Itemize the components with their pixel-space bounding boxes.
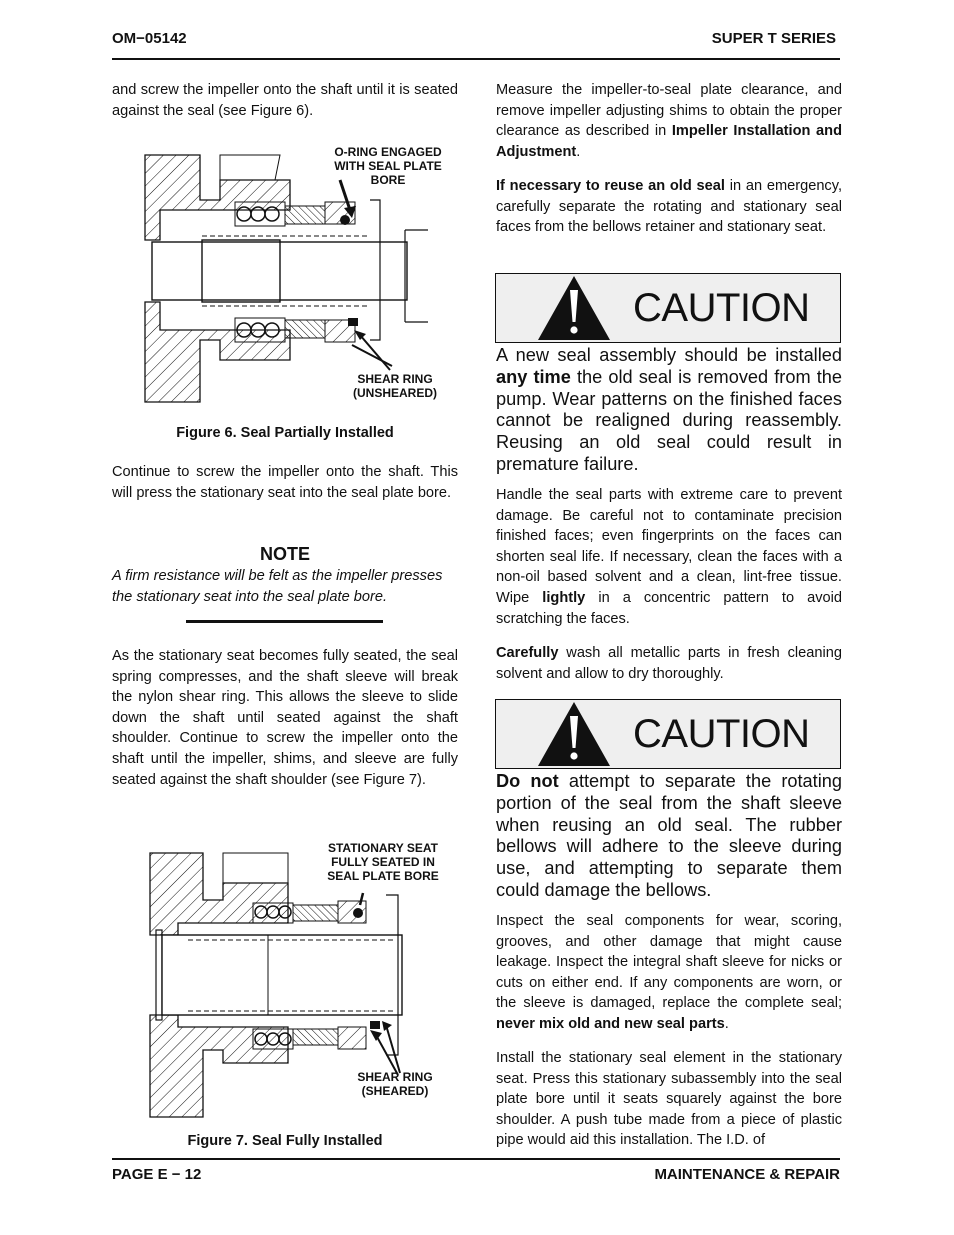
fig6-callout-oring: O-RING ENGAGED WITH SEAL PLATE BORE bbox=[334, 145, 442, 187]
right-paragraph-5: Inspect the seal components for wear, scoring, grooves, and other damage that might cause leakage. Inspect the integral shaft sleeve for nicks or cuts on either end. If any components are worn, or the sleeve is damaged, replace the complete seal; never mix old and new seal parts. bbox=[496, 913, 842, 1032]
caution-1-text: A new seal assembly should be installed any time the old seal is removed from the pump. Wear patterns on the finished faces cannot be realigned during reassembly. Reusing an old seal could result in premature failure. bbox=[496, 345, 843, 474]
left-paragraph-2: Continue to screw the impeller onto the shaft. This will press the stationary seat into the seal plate bore. bbox=[112, 464, 458, 501]
page-number: PAGE E − 12 bbox=[112, 1166, 202, 1183]
note-heading: NOTE bbox=[259, 544, 310, 564]
caution-word-1: CAUTION bbox=[633, 286, 810, 330]
left-paragraph-1: and screw the impeller onto the shaft until it is seated against the seal (see Figure 6). bbox=[112, 82, 458, 119]
note-text: A firm resistance will be felt as the impeller presses the stationary seat into the seal plate bore. bbox=[112, 568, 443, 605]
series-title: SUPER T SERIES bbox=[711, 30, 836, 47]
caution-word-2: CAUTION bbox=[633, 712, 810, 756]
fig7-callout-stationary-seat: STATIONARY SEAT FULLY SEATED IN SEAL PLATE BORE bbox=[327, 841, 439, 883]
caution-banner-2 bbox=[495, 699, 841, 769]
caution-banner-1 bbox=[495, 273, 841, 343]
note-end-rule bbox=[186, 620, 383, 623]
warning-exclamation-icon bbox=[536, 274, 612, 342]
right-paragraph-3: Handle the seal parts with extreme care to prevent damage. Be careful not to contaminate precision finished faces; even fingerprints on the faces can shorten seal life. If necessary, clean the faces with a non-oil based solvent and a clean, lint-free tissue. Wipe lightly in a concentric pattern to avoid scratching the faces. bbox=[496, 487, 842, 627]
footer-rule bbox=[112, 1158, 840, 1160]
doc-number: OM−05142 bbox=[112, 30, 187, 47]
section-name: MAINTENANCE & REPAIR bbox=[654, 1166, 840, 1183]
warning-exclamation-icon bbox=[536, 700, 612, 768]
right-paragraph-4: Carefully wash all metallic parts in fresh cleaning solvent and allow to dry thoroughly. bbox=[496, 645, 842, 682]
right-paragraph-6: Install the stationary seal element in the stationary seat. Press this stationary subassembly into the seal plate bore until it seats squarely against the bore shoulder. A push tube made from a piece of plastic pipe would aid this installation. The I.D. of bbox=[496, 1050, 842, 1149]
right-paragraph-1: Measure the impeller-to-seal plate clearance, and remove impeller adjusting shims to obtain the proper clearance as described in Impeller Installation and Adjustment. bbox=[496, 82, 842, 160]
fig7-callout-shear-ring: SHEAR RING (SHEARED) bbox=[357, 1070, 433, 1098]
figure-7-caption: Figure 7. Seal Fully Installed bbox=[187, 1133, 383, 1149]
right-paragraph-2: If necessary to reuse an old seal in an emergency, carefully separate the rotating and stationary seal faces from the bellows retainer and stationary seat. bbox=[496, 178, 843, 236]
caution-2-text: Do not attempt to separate the rotating portion of the seal from the shaft sleeve when reusing an old seal. The rubber bellows will adhere to the sleeve during use, and attempting to separate them could damage the bellows. bbox=[496, 771, 842, 900]
header-rule bbox=[112, 58, 840, 60]
left-paragraph-3: As the stationary seat becomes fully seated, the seal spring compresses, and the shaft sleeve will break the nylon shear ring. This allows the sleeve to slide down the shaft until seated against the shaft shoulder. Continue to screw the impeller onto the shaft until the impeller, shims, and sleeve are fully seated against the shaft shoulder (see Figure 7). bbox=[112, 648, 458, 788]
figure-6-caption: Figure 6. Seal Partially Installed bbox=[176, 425, 394, 441]
fig6-callout-shear-ring: SHEAR RING (UNSHEARED) bbox=[353, 372, 437, 400]
